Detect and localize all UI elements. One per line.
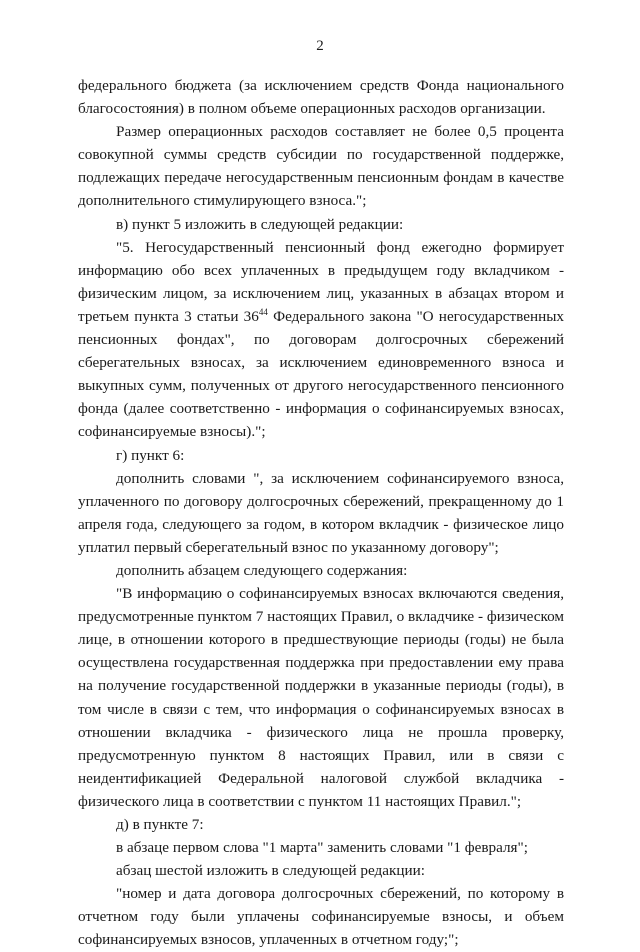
paragraph-continuation: федерального бюджета (за исключением средств Фонда национального благосостояния) в полном объеме операционных расходов организации. (78, 77, 564, 118)
clause-5-text-end: Федерального закона "О негосударственных пенсионных фондах", по договорам долгосрочных сбережений сберегательных взносах, за исключением единовременного взноса и выкупных сумм, полученных от другого негосударственного пенсионного фонда (далее соответственно - информация о софинансируемых взносах, софинансируемые взносы)."; (78, 307, 564, 441)
article-superscript: 44 (258, 306, 268, 317)
paragraph-item-v: в) пункт 5 изложить в следующей редакции: (116, 215, 404, 233)
paragraph-date-replacement: в абзаце первом слова "1 марта" заменить словами "1 февраля"; (116, 839, 528, 857)
paragraph-clause-5 (78, 236, 564, 444)
paragraph-operational-expenses: Размер операционных расходов составляет не более 0,5 процента совокупной суммы средств субсидии по государственной поддержке, подлежащих передаче негосударственным пенсионным фондам в качестве дополнительного стимулирующего взноса."; (78, 123, 564, 210)
clause-5-text-start: "5. Негосударственный пенсионный фонд ежегодно формирует информацию обо всех уплаченных в предыдущем году вкладчиком - физическим лицом, за исключением лиц, указанных в абзацах втором и третьем пункта 3 статьи 36 (78, 238, 564, 325)
paragraph-contract-number: "номер и дата договора долгосрочных сбережений, по которому в отчетном году были уплачены софинансируемые взносы, и объем софинансируемых взносов, уплаченных в отчетном году;"; (78, 885, 564, 949)
paragraph-add-abzats: дополнить абзацем следующего содержания: (116, 561, 408, 579)
document-body (78, 74, 564, 952)
paragraph-add-words: дополнить словами ", за исключением софинансируемого взноса, уплаченного по договору долгосрочных сбережений, прекращенному до 1 апреля года, следующего за годом, в котором вкладчик - физическое лицо уплатил первый сберегательный взнос по указанному договору"; (78, 469, 564, 556)
paragraph-abzats-six: абзац шестой изложить в следующей редакции: (116, 862, 425, 880)
paragraph-item-d: д) в пункте 7: (116, 816, 204, 833)
paragraph-item-g: г) пункт 6: (116, 446, 185, 464)
page-number: 2 (316, 38, 324, 54)
paragraph-information-content: "В информацию о софинансируемых взносах включаются сведения, предусмотренные пунктом 7 настоящих Правил, о вкладчике - физическом лице, в отношении которого в предшествующие периоды (годы) не была осуществлена государственная поддержка при предоставлении ему права на получение государственной поддержки в указанные периоды (годы), в том числе в связи с тем, что информация о софинансируемых взносах в отношении вкладчика - физического лица не прошла проверку, предусмотренную пунктом 8 настоящих Правил, или в связи с неидентификацией Федеральной налоговой службой вкладчика - физического лица в соответствии с пунктом 11 настоящих Правил."; (78, 585, 564, 810)
